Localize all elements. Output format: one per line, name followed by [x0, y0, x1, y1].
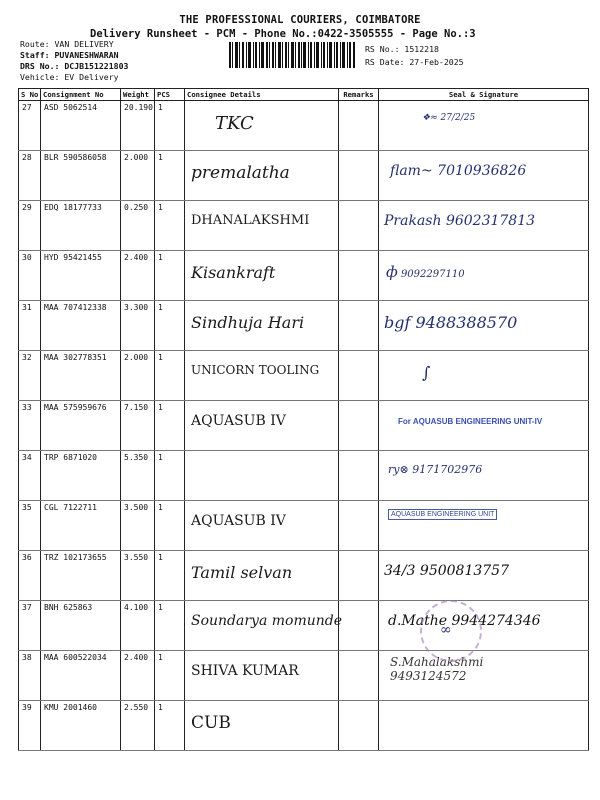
col-header-weight: Weight	[121, 89, 155, 101]
cell-remarks	[339, 701, 379, 751]
cell-signature	[379, 701, 589, 751]
cell-weight: 3.300	[121, 301, 155, 351]
company-stamp: For AQUASUB ENGINEERING UNIT-IV	[398, 417, 543, 426]
runsheet-subtitle: Delivery Runsheet - PCM - Phone No.:0422-3505555 - Page No.:3	[90, 28, 476, 40]
cell-signature: ry⊗ 9171702976	[379, 451, 589, 501]
cell-consignee: CUB	[185, 701, 339, 751]
cell-weight: 2.400	[121, 651, 155, 701]
table-row	[19, 501, 589, 551]
table-row	[19, 551, 589, 601]
cell-consignee: DHANALAKSHMI	[185, 201, 339, 251]
cell-signature: ф 9092297110	[379, 251, 589, 301]
cell-pcs: 1	[155, 501, 185, 551]
cell-consignee: TKC	[185, 101, 339, 151]
cell-weight: 2.000	[121, 151, 155, 201]
cell-consignee: Sindhuja Hari	[185, 301, 339, 351]
table-row	[19, 651, 589, 701]
cell-signature	[379, 501, 589, 551]
cell-weight: 3.500	[121, 501, 155, 551]
cell-pcs: 1	[155, 201, 185, 251]
cell-sno: 31	[19, 301, 41, 351]
cell-pcs: 1	[155, 651, 185, 701]
table-row	[19, 301, 589, 351]
cell-pcs: 1	[155, 701, 185, 751]
cell-pcs: 1	[155, 401, 185, 451]
cell-weight: 3.550	[121, 551, 155, 601]
cell-consignee: Kisankraft	[185, 251, 339, 301]
cell-pcs: 1	[155, 601, 185, 651]
col-header-sno: S No	[19, 89, 41, 101]
cell-consignee: Tamil selvan	[185, 551, 339, 601]
col-header-pcs: PCS	[155, 89, 185, 101]
signature-phone: 7010936826	[437, 163, 527, 179]
cell-sno: 34	[19, 451, 41, 501]
signature-phone: 9092297110	[400, 269, 465, 280]
table-row	[19, 151, 589, 201]
drs-number: DRS No.: DCJB151221803	[20, 61, 129, 71]
cell-pcs: 1	[155, 451, 185, 501]
signature-phone: 9944274346	[451, 613, 541, 629]
cell-sno: 27	[19, 101, 41, 151]
col-header-remarks: Remarks	[339, 89, 379, 101]
cell-remarks	[339, 651, 379, 701]
cell-signature: ❖≈ 27/2/25	[379, 101, 589, 151]
cell-consignee: Soundarya momunde	[185, 601, 339, 651]
cell-remarks	[339, 351, 379, 401]
cell-weight: 5.350	[121, 451, 155, 501]
cell-consignment: ASD 5062514	[41, 101, 121, 151]
cell-pcs: 1	[155, 551, 185, 601]
cell-consignment: CGL 7122711	[41, 501, 121, 551]
cell-sno: 29	[19, 201, 41, 251]
table-row	[19, 601, 589, 651]
cell-remarks	[339, 501, 379, 551]
table-row	[19, 701, 589, 751]
cell-sno: 39	[19, 701, 41, 751]
cell-remarks	[339, 551, 379, 601]
cell-signature: d.Mathe 9944274346	[379, 601, 589, 651]
table-row	[19, 401, 589, 451]
col-header-signature: Seal & Signature	[379, 89, 589, 101]
cell-sno: 35	[19, 501, 41, 551]
cell-signature: 34/3 9500813757	[379, 551, 589, 601]
cell-consignee: UNICORN TOOLING	[185, 351, 339, 401]
cell-weight: 0.250	[121, 201, 155, 251]
cell-sno: 28	[19, 151, 41, 201]
cell-consignment: EDQ 18177733	[41, 201, 121, 251]
signature-phone: 9602317813	[445, 213, 536, 229]
cell-signature: bgf 9488388570	[379, 301, 589, 351]
vehicle-label: Vehicle: EV Delivery	[20, 72, 119, 82]
rs-number: RS No.: 1512218	[365, 44, 439, 54]
cell-remarks	[339, 251, 379, 301]
cell-sno: 32	[19, 351, 41, 401]
cell-sno: 37	[19, 601, 41, 651]
signature-phone: 9500813757	[419, 563, 509, 579]
cell-consignment: MAA 600522034	[41, 651, 121, 701]
cell-remarks	[339, 401, 379, 451]
cell-weight: 7.150	[121, 401, 155, 451]
company-title: THE PROFESSIONAL COURIERS, COIMBATORE	[179, 14, 421, 26]
cell-remarks	[339, 601, 379, 651]
staff-label: Staff: PUVANESHWARAN	[20, 50, 119, 60]
cell-consignment: KMU 2001460	[41, 701, 121, 751]
table-row	[19, 351, 589, 401]
cell-signature: S.Mahalakshmi 9493124572	[379, 651, 589, 701]
cell-sno: 38	[19, 651, 41, 701]
cell-pcs: 1	[155, 151, 185, 201]
cell-consignee: premalatha	[185, 151, 339, 201]
cell-consignment: MAA 302778351	[41, 351, 121, 401]
cell-consignment: BNH 625863	[41, 601, 121, 651]
cell-sno: 36	[19, 551, 41, 601]
cell-remarks	[339, 101, 379, 151]
runsheet-table	[18, 88, 589, 751]
table-row	[19, 451, 589, 501]
barcode-image	[228, 42, 356, 68]
cell-signature	[379, 401, 589, 451]
table-row	[19, 251, 589, 301]
cell-weight: 4.100	[121, 601, 155, 651]
cell-signature: ∫	[379, 351, 589, 401]
cell-consignment: BLR 590586058	[41, 151, 121, 201]
cell-weight: 20.190	[121, 101, 155, 151]
cell-remarks	[339, 301, 379, 351]
cell-consignee	[185, 451, 339, 501]
table-row	[19, 101, 589, 151]
cell-weight: 2.400	[121, 251, 155, 301]
cell-weight: 2.000	[121, 351, 155, 401]
cell-pcs: 1	[155, 251, 185, 301]
cell-remarks	[339, 201, 379, 251]
cell-consignment: MAA 575959676	[41, 401, 121, 451]
table-row	[19, 201, 589, 251]
cell-sno: 33	[19, 401, 41, 451]
cell-pcs: 1	[155, 351, 185, 401]
rs-date: RS Date: 27-Feb-2025	[365, 57, 464, 67]
cell-consignment: TRZ 102173655	[41, 551, 121, 601]
cell-consignment: MAA 707412338	[41, 301, 121, 351]
cell-remarks	[339, 151, 379, 201]
col-header-consignment: Consignment No	[41, 89, 121, 101]
route-label: Route: VAN DELIVERY	[20, 39, 114, 49]
cell-pcs: 1	[155, 101, 185, 151]
cell-signature: Prakash 9602317813	[379, 201, 589, 251]
cell-signature: flam~ 7010936826	[379, 151, 589, 201]
cell-pcs: 1	[155, 301, 185, 351]
cell-remarks	[339, 451, 379, 501]
cell-consignee: AQUASUB IV	[185, 401, 339, 451]
cell-sno: 30	[19, 251, 41, 301]
signature-phone: 9488388570	[415, 313, 518, 332]
col-header-consignee: Consignee Details	[185, 89, 339, 101]
cell-consignment: TRP 6871020	[41, 451, 121, 501]
signature-phone: 9493124572	[390, 669, 467, 683]
cell-consignee: AQUASUB IV	[185, 501, 339, 551]
signature-phone: 9171702976	[412, 463, 483, 476]
company-stamp: AQUASUB ENGINEERING UNIT	[388, 509, 497, 520]
cell-weight: 2.550	[121, 701, 155, 751]
table-header-row	[19, 89, 589, 101]
cell-consignee: SHIVA KUMAR	[185, 651, 339, 701]
seal-signature-mark: ∞	[440, 622, 452, 638]
signature-note: 27/2/25	[440, 113, 476, 123]
cell-consignment: HYD 95421455	[41, 251, 121, 301]
